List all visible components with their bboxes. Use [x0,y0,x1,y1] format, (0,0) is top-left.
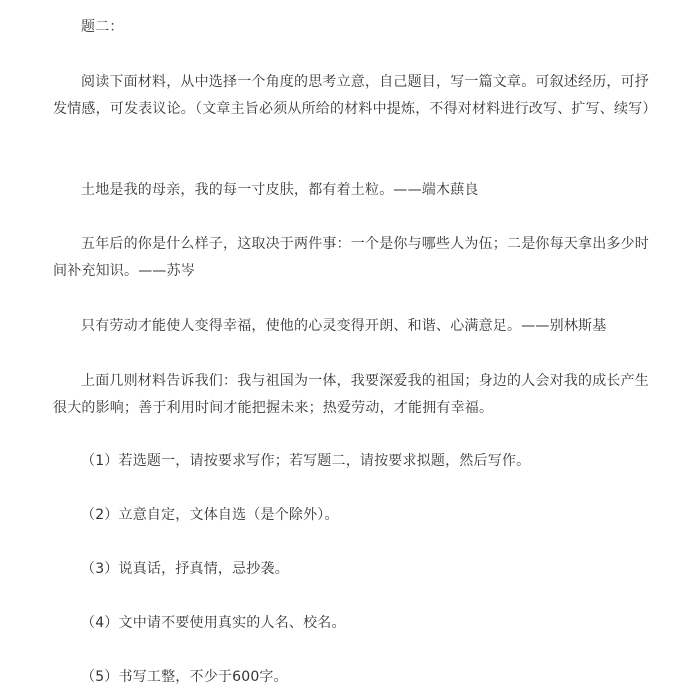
requirement-3: （3）说真话，抒真情，忌抄袭。 [81,561,289,577]
quote-duanmu: 土地是我的母亲，我的每一寸皮肤，都有着土粒。——端木蕻良 [81,182,479,198]
quote-belinsky: 只有劳动才能使人变得幸福，使他的心灵变得开朗、和谐、心满意足。——别林斯基 [81,318,607,334]
quote-sucen: 五年后的你是什么样子，这取决于两件事：一个是你与哪些人为伍；二是你每天拿出多少时间补充知识。——苏岑 [53,236,649,279]
summary-paragraph: 上面几则材料告诉我们：我与祖国为一体，我要深爱我的祖国；身边的人会对我的成长产生很大的影响；善于利用时间才能把握未来；热爱劳动，才能拥有幸福。 [53,373,649,416]
instructions-paragraph: 阅读下面材料，从中选择一个角度的思考立意，自己题目，写一篇文章。可叙述经历，可抒发情感，可发表议论。（文章主旨必须从所给的材料中提炼，不得对材料进行改写、扩写、续写） [53,74,657,117]
question-heading: 题二： [81,19,124,35]
requirement-2: （2）立意自定，文体自选（是个除外）。 [81,507,339,523]
requirement-4: （4）文中请不要使用真实的人名、校名。 [81,615,346,631]
requirement-5: （5）书写工整，不少于600字。 [81,669,288,685]
requirement-1: （1）若选题一，请按要求写作；若写题二，请按要求拟题，然后写作。 [81,453,531,469]
